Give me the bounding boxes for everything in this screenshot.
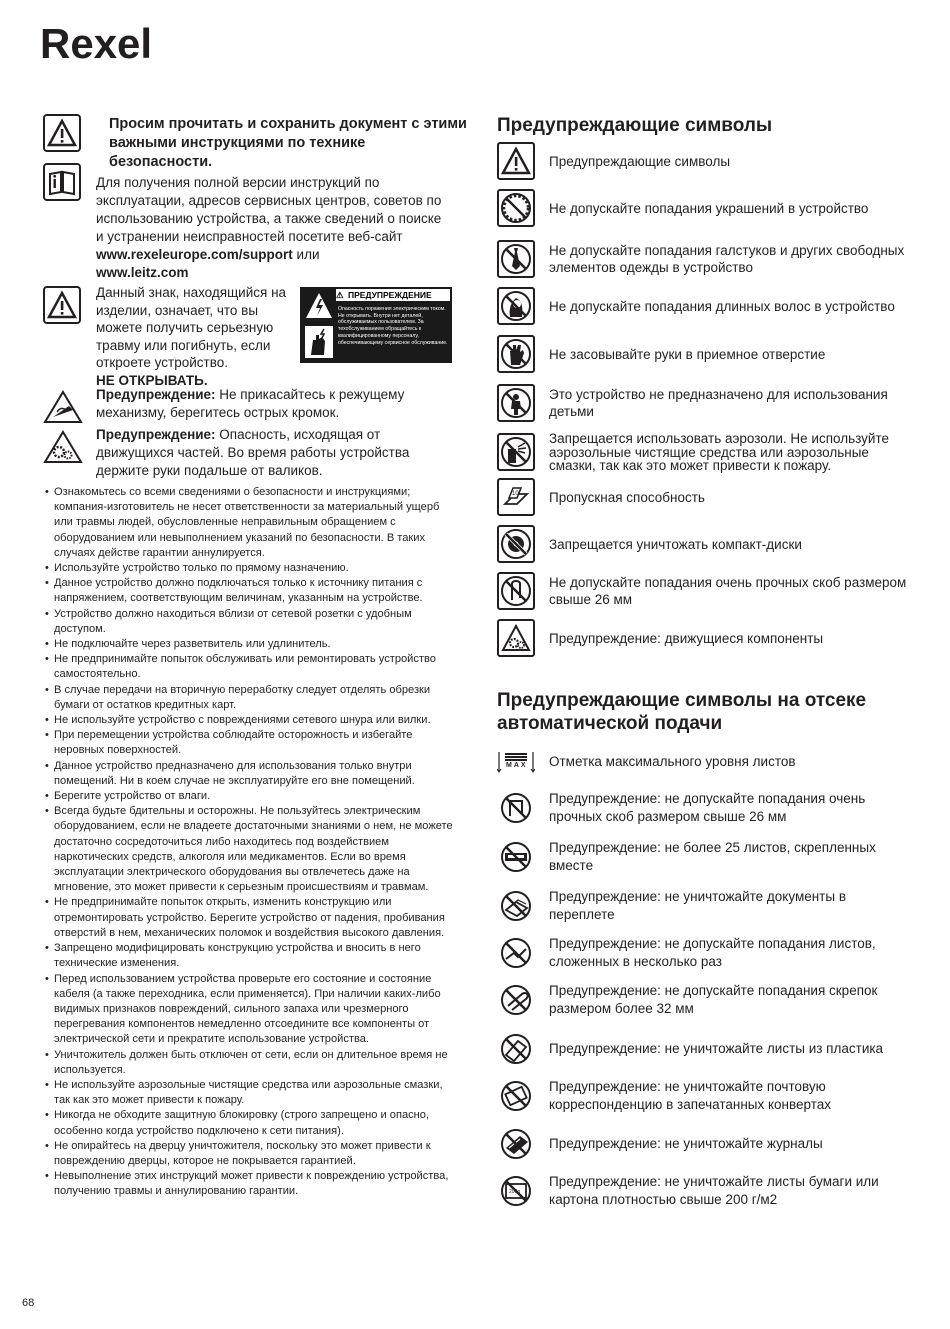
feed-symbol-label: Отметка максимального уровня листов xyxy=(549,754,796,769)
no-big-clips-icon xyxy=(497,981,535,1019)
no-big-staples-icon xyxy=(497,789,535,827)
safety-bullet-item: • Не подключайте через разветвитель или удлинитель. xyxy=(45,637,459,652)
no-tie-icon xyxy=(497,240,535,278)
max-label: MAX xyxy=(506,762,528,769)
symbol-label: Запрещается уничтожать компакт-диски xyxy=(549,536,802,552)
safety-bullet-item: • При перемещении устройства соблюдайте осторожность и избегайте неровных поверхностей. xyxy=(45,728,459,758)
no-plastic-icon xyxy=(497,1030,535,1068)
moving-parts-hazard-icon xyxy=(43,430,83,464)
safety-bullet-item: • Не используйте аэрозольные чистящие средства или аэрозольные смазки, так как это может привести к пожару. xyxy=(45,1078,459,1108)
safety-bullet-item: • Не предпринимайте попыток открыть, изменить конструкцию или отремонтировать устройство. Берегите устройство от падения, пробивания отверстий в нем, механических поломок и воздействия высокого давления. xyxy=(45,895,459,941)
electric-hazard-icon xyxy=(304,291,334,321)
auto-feed-section-title: Предупреждающие символы на отсеке автоматической подачи xyxy=(497,690,867,734)
symbol-label: Предупреждение: движущиеся компоненты xyxy=(549,630,824,646)
read-manual-icon xyxy=(43,163,81,201)
no-jewelry-icon xyxy=(497,189,535,227)
symbol-row xyxy=(497,619,909,657)
symbol-row xyxy=(497,335,909,373)
warning-label: Предупреждение: xyxy=(96,427,216,442)
capacity-icon xyxy=(497,478,535,516)
safety-bullet-item: • Данное устройство предназначено для использования только внутри помещений. Ни в коем случае не эксплуатируйте его вне помещений. xyxy=(45,759,459,789)
warnings-block xyxy=(43,386,458,481)
feed-symbol-label: Предупреждение: не уничтожайте почтовую корреспонденцию в запечатанных конвертах xyxy=(549,1079,832,1112)
support-url-link[interactable]: www.rexeleurope.com/support xyxy=(96,247,293,262)
safety-bullet-item: • Не предпринимайте попыток обслуживать или ремонтировать устройство самостоятельно. xyxy=(45,652,459,682)
symbol-label: Не засовывайте руки в приемное отверстие xyxy=(549,346,826,362)
feed-symbol-row xyxy=(497,1172,909,1210)
cutting-hazard-icon xyxy=(43,390,83,424)
symbol-row xyxy=(497,525,909,563)
small-warning-icon: ⚠ xyxy=(336,290,344,300)
no-envelopes-icon xyxy=(497,1077,535,1115)
feed-symbol-label: Предупреждение: не уничтожайте журналы xyxy=(549,1136,823,1151)
max-level-icon xyxy=(497,750,535,774)
symbol-label: Пропускная способность xyxy=(549,489,705,505)
no-aerosol-icon xyxy=(497,433,535,471)
intro-text-body: Для получения полной версии инструкций по эксплуатации, адресов сервисных центров, советов по использованию устройства, а также сведений о поиске и устранении неисправностей посетите веб-сайт xyxy=(96,175,442,244)
warning-body: Опасность, исходящая от движущихся частей. Во время работы устройства держите руки подальше от валиков. xyxy=(96,427,410,478)
moving-parts-icon xyxy=(497,619,535,657)
sign-notice-body: Данный знак, находящийся на изделии, означает, что вы можете получить серьезную травму или погибнуть, если откроете устройство. xyxy=(96,285,287,370)
warning-triangle-icon xyxy=(497,142,535,180)
feed-symbol-label: Предупреждение: не допускайте попадания очень прочных скоб размером свыше 26 мм xyxy=(549,791,866,824)
safety-bullet-item: • Используйте устройство только по прямому назначению. xyxy=(45,561,459,576)
symbol-label: Не допускайте попадания украшений в устройство xyxy=(549,200,869,216)
symbol-label: Не допускайте попадания длинных волос в устройство xyxy=(549,298,895,314)
warning-cutting xyxy=(43,386,458,426)
logo-text: Rexel xyxy=(40,20,153,67)
feed-symbol-label: Предупреждение: не уничтожайте документы в переплете xyxy=(549,889,846,922)
warning-label-header xyxy=(336,289,450,301)
no-folded-sheets-icon xyxy=(497,934,535,972)
intro-text-or: или xyxy=(292,247,320,262)
no-bound-documents-icon xyxy=(497,887,535,925)
symbol-row xyxy=(497,478,909,516)
feed-symbol-label: Предупреждение: не более 25 листов, скрепленных вместе xyxy=(549,840,876,873)
feed-symbol-row xyxy=(497,981,909,1019)
safety-bullet-item: • Не используйте устройство с повреждениями сетевого шнура или вилки. xyxy=(45,713,459,728)
feed-symbol-row xyxy=(497,887,909,925)
safety-bullet-item: • Перед использованием устройства проверьте его состояние и состояние кабеля (а также переходника, если применяется). При наличии каких-либо видимых признаков повреждений, сильного запаха или чрезмерного перегревания компонентов немедленно отсоедините все компоненты от электрической сети и прекратите использование устройства. xyxy=(45,972,459,1048)
feed-symbol-row xyxy=(497,789,909,827)
feed-symbol-row xyxy=(497,838,909,876)
symbol-row xyxy=(497,572,909,610)
safety-bullet-item: • Устройство должно находиться вблизи от сетевой розетки с удобным доступом. xyxy=(45,607,459,637)
intro-heading: Просим прочитать и сохранить документ с этими важными инструкциями по технике безопасности. xyxy=(109,116,467,170)
feed-symbol-row xyxy=(497,1030,909,1068)
safety-bullet-item: • Всегда будьте бдительны и осторожны. Не пользуйтесь электрическим оборудованием, если не владеете достаточными знаниями о нем, не можете достаточно сосредоточиться либо находитесь под воздействием наркотических средств, алкоголя или медикаментов. Если во время эксплуатации электрического оборудования вы отвлечетесь даже на мгновение, это может привести к серьезным происшествиям и травмам. xyxy=(45,804,459,895)
warning-triangle-icon xyxy=(43,114,81,152)
sign-notice-bold: НЕ ОТКРЫВАТЬ. xyxy=(96,372,208,388)
safety-bullet-item: • Ознакомьтесь со всеми сведениями о безопасности и инструкциями; компания-изготовитель не несет ответственности за материальный ущерб или травмы людей, обусловленные неправильным обращением с оборудованием или невыполнением указаний по безопасности. В таких случаях действе гарантии аннулируется. xyxy=(45,485,459,561)
feed-symbol-label: Предупреждение: не уничтожайте листы бумаги или картона плотностью свыше 200 г/м2 xyxy=(549,1174,879,1207)
symbol-label: Не допускайте попадания очень прочных скоб размером свыше 26 мм xyxy=(549,575,907,607)
intro-text xyxy=(96,174,446,282)
warning-triangle-icon xyxy=(43,286,81,324)
warning-label: Предупреждение: xyxy=(96,387,216,402)
safety-bullet-item: • Берегите устройство от влаги. xyxy=(45,789,459,804)
symbols-section-title: Предупреждающие символы xyxy=(497,115,773,136)
safety-bullet-item: • Не опирайтесь на дверцу уничтожителя, поскольку это может привести к повреждению дверцы, которое не покрывается гарантией. xyxy=(45,1139,459,1169)
feed-symbol-label: Предупреждение: не допускайте попадания листов, сложенных в несколько раз xyxy=(549,936,876,969)
warning-moving-parts xyxy=(43,426,458,481)
symbol-label: Это устройство не предназначено для использования детьми xyxy=(549,387,888,419)
no-cd-icon xyxy=(497,525,535,563)
svg-text:200g: 200g xyxy=(509,1189,521,1195)
no-children-icon xyxy=(497,384,535,422)
safety-bullet-item: • Никогда не обходите защитную блокировку (строго запрещено и опасно, особенно когда устройство подключено к сети питания). xyxy=(45,1108,459,1138)
symbol-row xyxy=(497,240,909,278)
symbol-label: Запрещается использовать аэрозоли. Не используйте аэрозольные чистящие средства или аэрозольные смазки, так как это может привести к пожару. xyxy=(549,431,890,473)
hand-shock-icon xyxy=(304,325,334,359)
no-long-hair-icon xyxy=(497,287,535,325)
safety-bullet-item: • Уничтожитель должен быть отключен от сети, если он длительное время не используется. xyxy=(45,1048,459,1078)
safety-bullet-item: • Невыполнение этих инструкций может привести к повреждению устройства, получению травмы и аннулированию гарантии. xyxy=(45,1169,459,1199)
no-big-staples-icon xyxy=(497,572,535,610)
svg-text:10: 10 xyxy=(512,491,519,497)
no-hands-icon xyxy=(497,335,535,373)
leitz-url-link[interactable]: www.leitz.com xyxy=(96,265,189,280)
symbol-row xyxy=(497,189,909,227)
feed-symbol-row xyxy=(497,1077,909,1115)
symbol-label: Предупреждающие символы xyxy=(549,153,731,169)
max-25-sheets-stapled-icon xyxy=(497,838,535,876)
feed-symbol-label: Предупреждение: не допускайте попадания скрепок размером более 32 мм xyxy=(549,983,878,1016)
symbol-row xyxy=(497,432,909,473)
electric-warning-label xyxy=(300,287,452,363)
no-magazines-icon xyxy=(497,1125,535,1163)
intro-block xyxy=(43,112,467,282)
symbol-row xyxy=(497,142,909,180)
warning-label-text: Опасность поражения электрическим током. Не открывать. Внутри нет деталей, обслуживаемых пользователем. За техобслуживанием обращайтесь к квалифицированному персоналу, обеспечивающему сервисное обслуживание. xyxy=(338,306,448,346)
warning-moving-text xyxy=(96,426,446,480)
safety-bullet-item: • В случае передачи на вторичную переработку следует отделять обрезки бумаги от остатков кредитных карт. xyxy=(45,683,459,713)
feed-symbol-row xyxy=(497,750,909,774)
safety-bullet-list xyxy=(45,485,459,1200)
sign-notice-text xyxy=(96,284,288,389)
safety-bullet-item: • Запрещено модифицировать конструкцию устройства и вносить в него технические изменения. xyxy=(45,941,459,971)
feed-symbol-row xyxy=(497,934,909,972)
symbol-label: Не допускайте попадания галстуков и других свободных элементов одежды в устройство xyxy=(549,243,905,275)
safety-bullet-item: • Данное устройство должно подключаться только к источнику питания с напряжением, соответствующим величинам, указанным на устройстве. xyxy=(45,576,459,606)
warning-body: Не прикасайтесь к режущему механизму, берегитесь острых кромок. xyxy=(96,387,405,420)
feed-symbol-label: Предупреждение: не уничтожайте листы из пластика xyxy=(549,1041,884,1056)
rexel-logo xyxy=(40,18,210,68)
warning-cutting-text xyxy=(96,386,446,422)
feed-symbol-row xyxy=(497,1125,909,1163)
page-number: 68 xyxy=(22,1297,35,1309)
no-heavy-paper-icon xyxy=(497,1172,535,1210)
warning-label-title: ПРЕДУПРЕЖДЕНИЕ xyxy=(348,290,432,300)
symbol-row xyxy=(497,384,909,422)
symbol-row xyxy=(497,287,909,325)
